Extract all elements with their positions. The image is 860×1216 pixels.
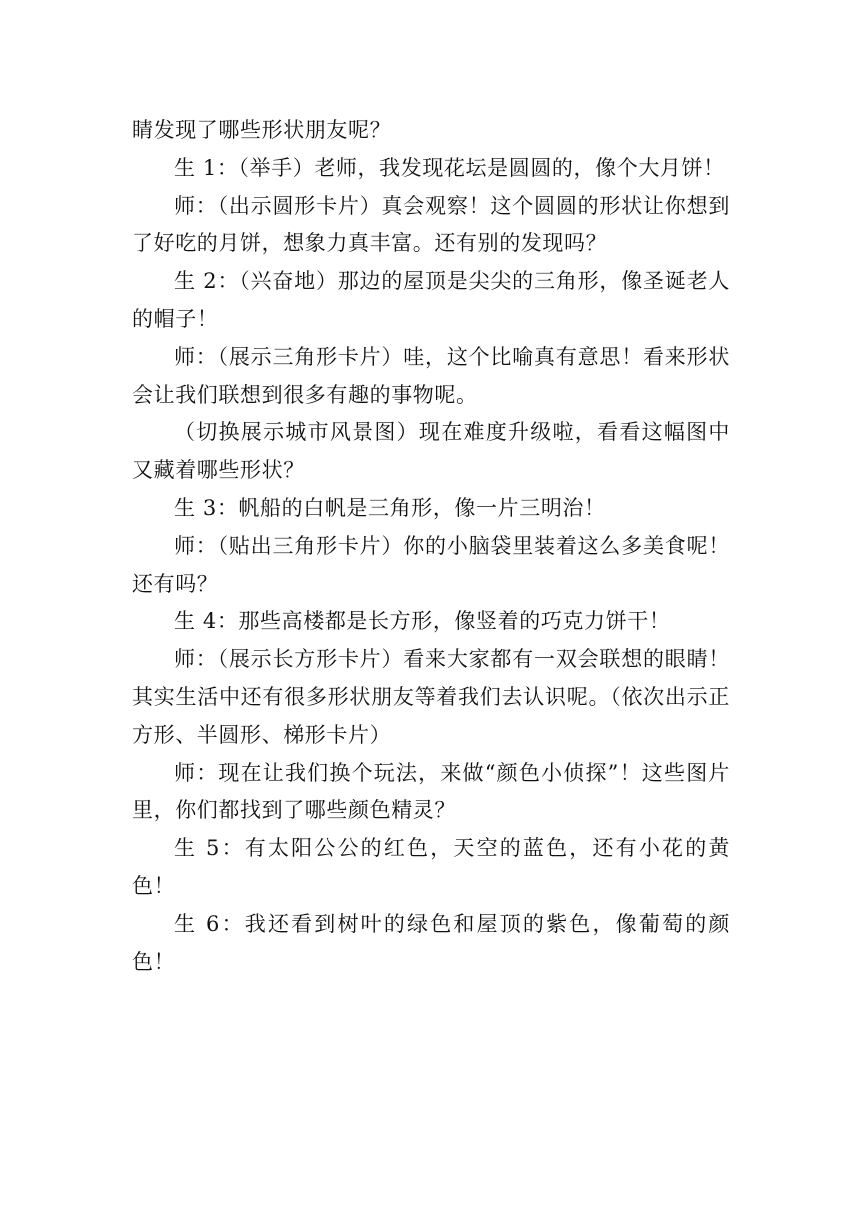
paragraph-student-1: 生 1：（举手）老师，我发现花坛是圆圆的，像个大月饼！ bbox=[174, 155, 725, 180]
paragraph-student-2: 生 2：（兴奋地）那边的屋顶是尖尖的三角形，像圣诞老人的帽子！ bbox=[132, 269, 730, 331]
paragraph-student-6: 生 6：我还看到树叶的绿色和屋顶的紫色，像葡萄的颜色！ bbox=[132, 911, 730, 974]
paragraph-student-4: 生 4：那些高楼都是长方形，像竖着的巧克力饼干！ bbox=[174, 609, 671, 634]
paragraph-city-scene: （切换展示城市风景图）现在难度升级啦，看看这幅图中又藏着哪些形状？ bbox=[132, 420, 730, 483]
paragraph-student-3: 生 3：帆船的白帆是三角形，像一片三明治！ bbox=[174, 495, 606, 520]
paragraph-teacher-circle: 师：（出示圆形卡片）真会观察！这个圆圆的形状让你想到了好吃的月饼，想象力真丰富。还有别的发现吗？ bbox=[132, 193, 730, 256]
paragraph-student-5: 生 5：有太阳公公的红色，天空的蓝色，还有小花的黄色！ bbox=[132, 836, 730, 898]
paragraph-teacher-triangle: 师：（展示三角形卡片）哇，这个比喻真有意思！看来形状会让我们联想到很多有趣的事物呢。 bbox=[132, 344, 730, 407]
paragraph-teacher-triangle-card: 师：（贴出三角形卡片）你的小脑袋里装着这么多美食呢！还有吗？ bbox=[132, 533, 730, 596]
paragraph-continuation: 睛发现了哪些形状朋友呢？ bbox=[132, 118, 392, 142]
lesson-transcript bbox=[132, 112, 730, 981]
paragraph-teacher-rectangle: 师：（展示长方形卡片）看来大家都有一双会联想的眼睛！其实生活中还有很多形状朋友等着我们去认识呢。（依次出示正方形、半圆形、梯形卡片） bbox=[132, 647, 730, 747]
paragraph-teacher-color: 师：现在让我们换个玩法，来做“颜色小侦探”！这些图片里，你们都找到了哪些颜色精灵？ bbox=[132, 760, 730, 823]
